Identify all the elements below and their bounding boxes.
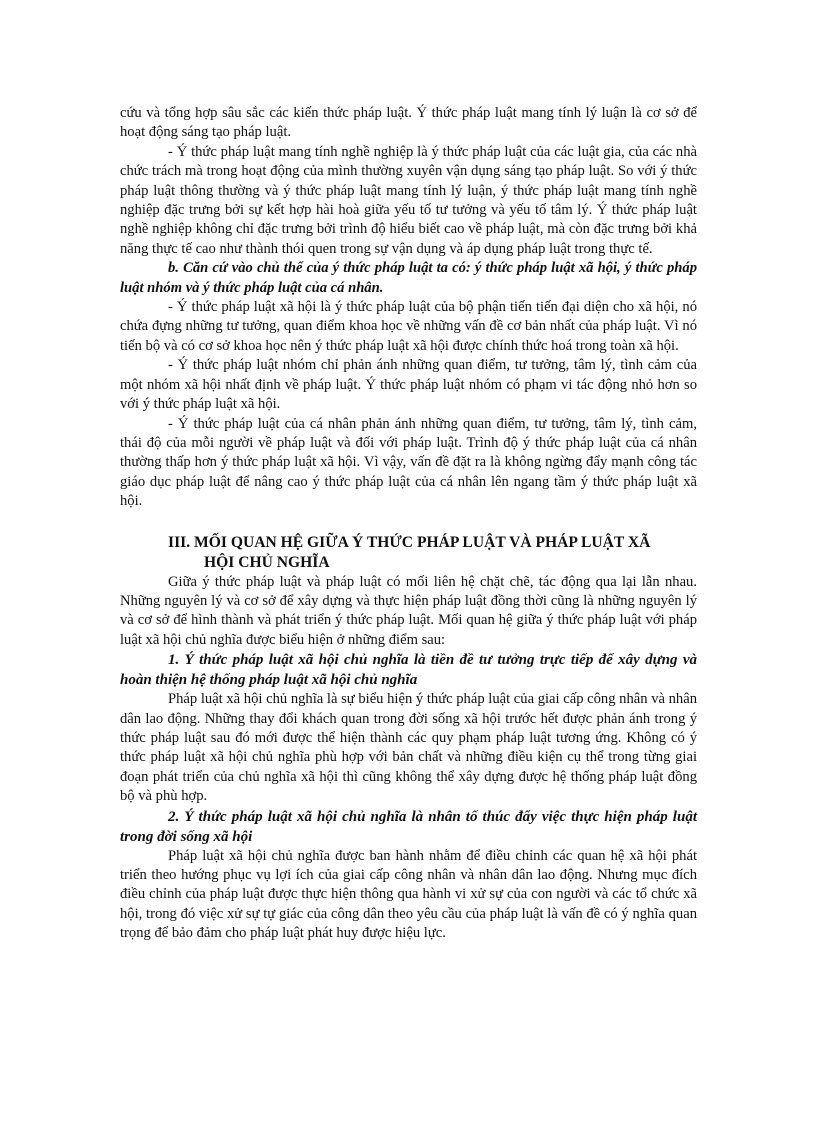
heading-1-body: Pháp luật xã hội chủ nghĩa là sự biểu hiện ý thức pháp luật của giai cấp công nhân và nhân dân lao động. Những thay đổi khách quan trong đời sống xã hội trước hết được phản ánh trong ý thức pháp luật sau đó mới được thể hiện thành các quy phạm pháp luật tương ứng. Không có ý thức pháp luật xã hội chủ nghĩa phù hợp với bản chất và những điều kiện cụ thể trong từng giai đoạn phát triển của chủ nghĩa xã hội thì cũng không thể xây dựng được hệ thống pháp luật đồng bộ và phù hợp.	[120, 691, 697, 805]
section-title-line-2: HỘI CHỦ NGHĨA	[204, 553, 330, 571]
paragraph-individual-awareness: - Ý thức pháp luật của cá nhân phản ánh những quan điểm, tư tưởng, tâm lý, tình cảm, thái độ của mỗi người về pháp luật và đối với pháp luật. Trình độ ý thức pháp luật của cá nhân thường thấp hơn ý thức pháp luật xã hội. Vì vậy, vấn đề đặt ra là không ngừng đẩy mạnh công tác giáo dục pháp luật để nâng cao ý thức pháp luật của cá nhân lên ngang tầm ý thức pháp luật xã hội.	[120, 415, 697, 510]
section-intro-paragraph: Giữa ý thức pháp luật và pháp luật có mối liên hệ chặt chẽ, tác động qua lại lẫn nhau. Những nguyên lý và cơ sở để xây dựng và thực hiện pháp luật đồng thời cũng là những nguyên lý và cơ sở để hình thành và phát triển ý thức pháp luật. Mối quan hệ giữa ý thức pháp luật với pháp luật xã hội chủ nghĩa được biểu hiện ở những điểm sau:	[120, 573, 697, 648]
section-title-line-1: III. MỐI QUAN HỆ GIỮA Ý THỨC PHÁP LUẬT VÀ PHÁP LUẬT XÃ	[168, 533, 651, 551]
heading-2: 2. Ý thức pháp luật xã hội chủ nghĩa là nhân tố thúc đẩy việc thực hiện pháp luật trong đời sống xã hội	[120, 808, 697, 845]
section-title	[120, 533, 697, 573]
heading-1: 1. Ý thức pháp luật xã hội chủ nghĩa là tiền đề tư tưởng trực tiếp để xây dựng và hoàn thiện hệ thống pháp luật xã hội chủ nghĩa	[120, 652, 697, 689]
heading-2-body: Pháp luật xã hội chủ nghĩa được ban hành nhằm để điều chỉnh các quan hệ xã hội phát triển theo hướng phục vụ lợi ích của giai cấp công nhân và nhân dân lao động. Nhưng mục đích điều chỉnh của pháp luật được thực hiện thông qua hành vi xử sự của con người và các tổ chức xã hội, trong đó việc xử sự tự giác của công dân theo yêu cầu của pháp luật là vấn đề có ý nghĩa quan trọng để bảo đảm cho pháp luật phát huy được hiệu lực.	[120, 847, 697, 942]
paragraph-group-awareness: - Ý thức pháp luật nhóm chỉ phản ánh những quan điểm, tư tưởng, tâm lý, tình cảm của một nhóm xã hội nhất định về pháp luật. Ý thức pháp luật nhóm có phạm vi tác động nhỏ hơn so với ý thức pháp luật xã hội.	[120, 357, 697, 413]
paragraph-professional-awareness: - Ý thức pháp luật mang tính nghề nghiệp là ý thức pháp luật của các luật gia, của các nhà chức trách mà trong hoạt động của mình thường xuyên vận dụng sáng tạo pháp luật. So với ý thức pháp luật thông thường và ý thức pháp luật mang tính lý luận, ý thức pháp luật mang tính nghề nghiệp đặc trưng bởi sự kết hợp hài hoà giữa yếu tố tư tưởng và yếu tố tâm lý. Ý thức pháp luật nghề nghiệp không chỉ đặc trưng bởi trình độ hiểu biết cao về pháp luật, mà còn đặc trưng bởi khả năng thực tế cao như thành thói quen trong sự vận dụng và áp dụng pháp luật trong thực tế.	[120, 143, 697, 257]
document-page	[120, 104, 697, 944]
paragraph-subject-classification: b. Căn cứ vào chủ thể của ý thức pháp luật ta có: ý thức pháp luật xã hội, ý thức pháp luật nhóm và ý thức pháp luật của cá nhân.	[120, 260, 697, 296]
paragraph-continuation: cứu và tổng hợp sâu sắc các kiến thức pháp luật. Ý thức pháp luật mang tính lý luận là cơ sở để hoạt động sáng tạo pháp luật.	[120, 105, 697, 141]
paragraph-social-awareness: - Ý thức pháp luật xã hội là ý thức pháp luật của bộ phận tiến tiến đại diện cho xã hội, nó chứa đựng những tư tưởng, quan điểm khoa học về những vấn đề cơ bản nhất của pháp luật. Vì nó tiến bộ và có cơ sở khoa học nên ý thức pháp luật xã hội được chính thức hoá trong toàn xã hội.	[120, 299, 697, 354]
